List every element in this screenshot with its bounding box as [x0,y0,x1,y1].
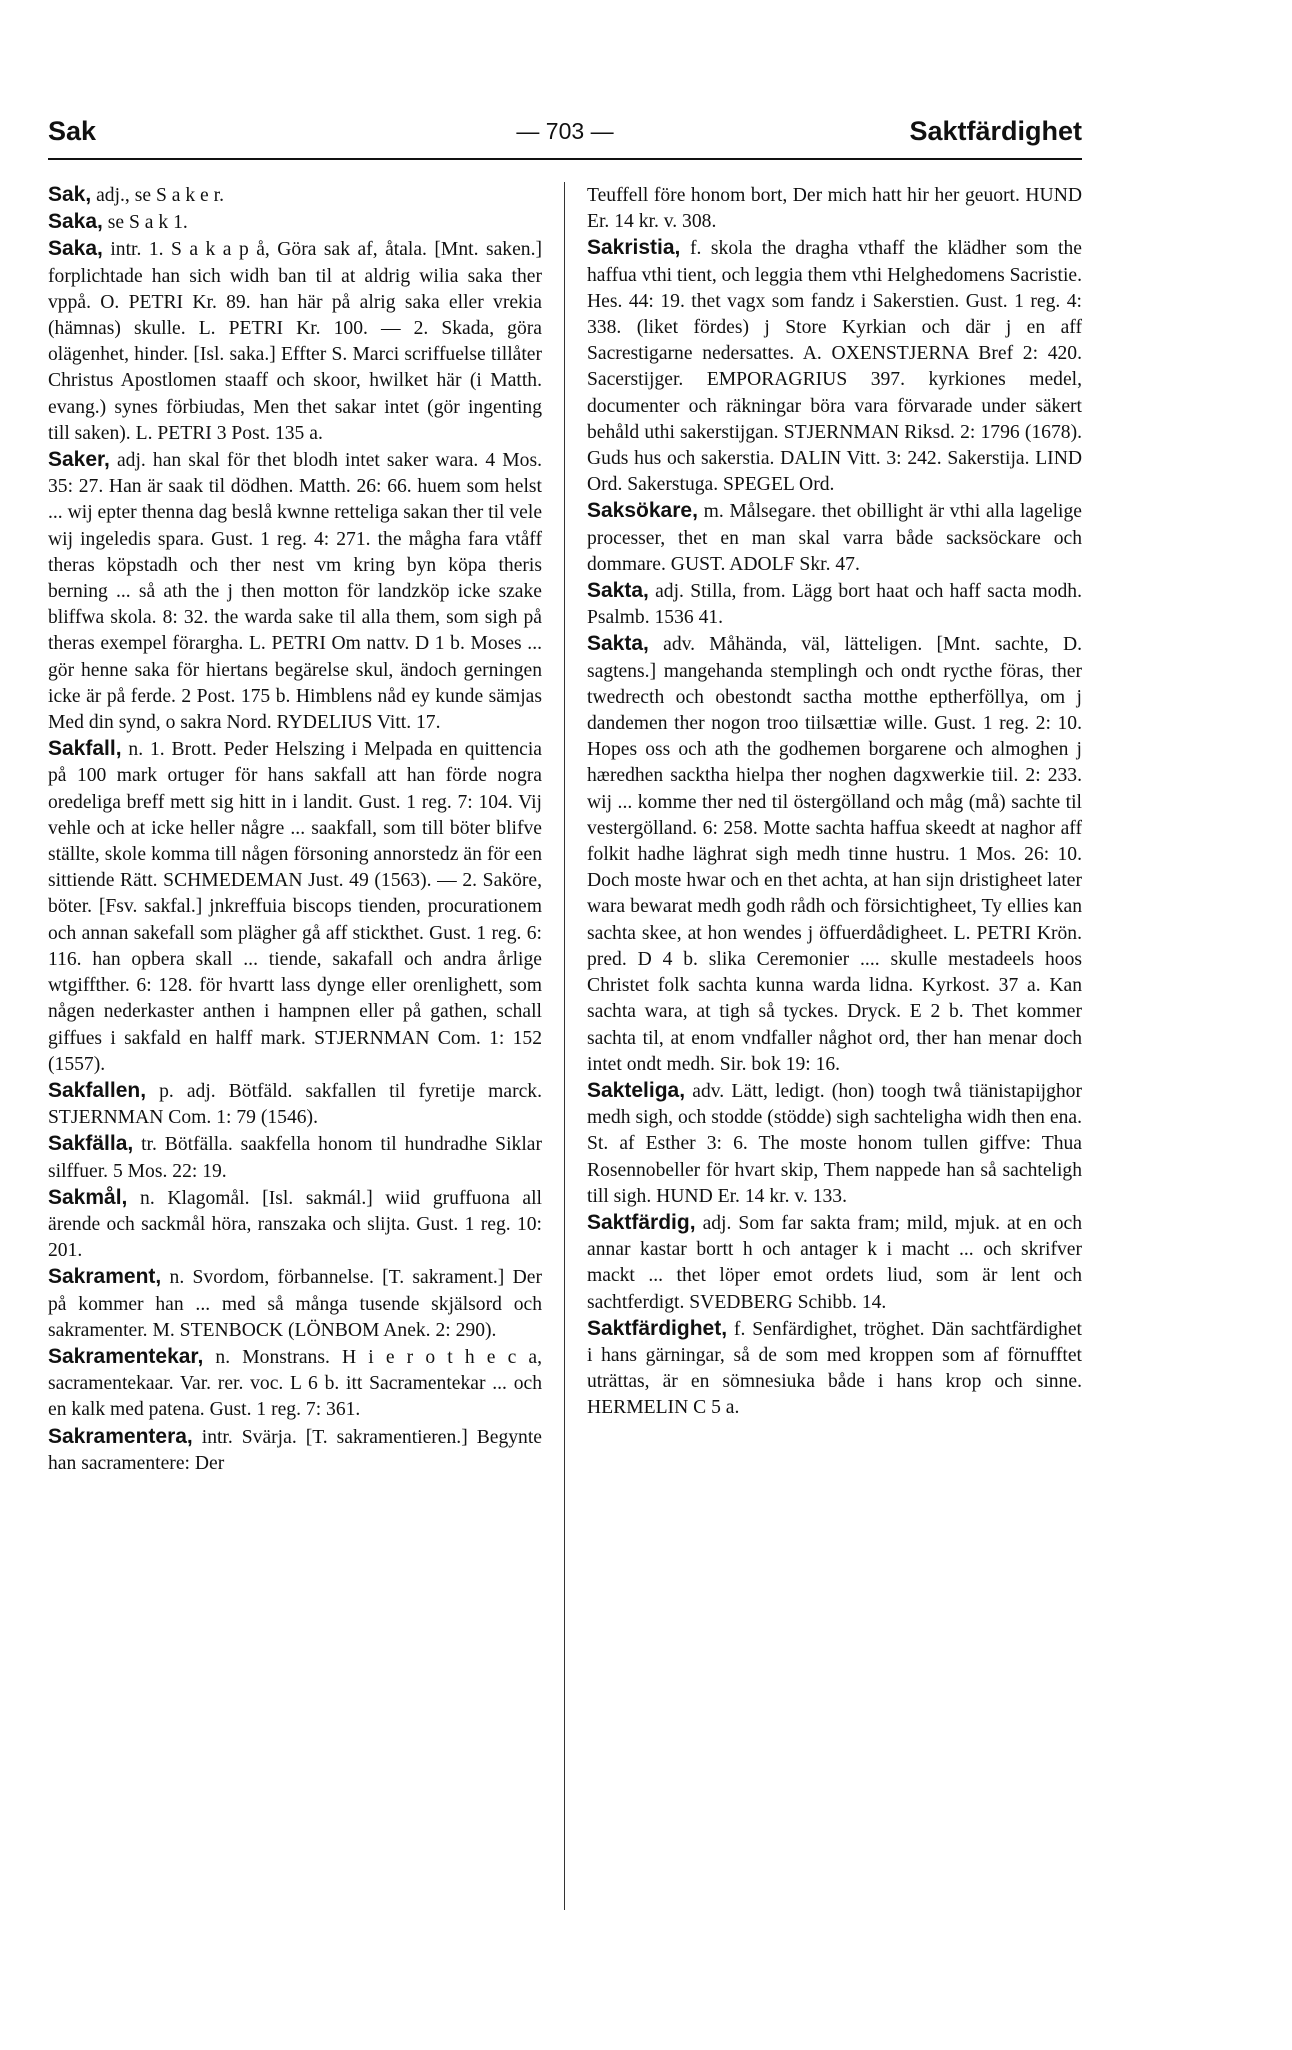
entry-headword: Saka, [48,237,103,261]
dictionary-entry [48,1185,542,1265]
running-head [48,113,1082,149]
dictionary-entry [587,1316,1082,1422]
entry-headword: Saktfärdig, [587,1210,696,1234]
entry-headword: Sakta, [587,579,649,603]
entry-text: adv. Lätt, ledigt. (hon) toogh twå tiänistapijghor medh sigh, och stodde (stödde) sigh sachteligha widh then ena. St. af Esther 3: 6. The moste honom tullen giffve: Thua Rosennobeller för hvart skip, Them nappede han så sachteligh till sigh. HUND Er. 14 kr. v. 133. [587,1080,1082,1207]
entry-headword: Sakmål, [48,1185,128,1209]
dictionary-entry [48,447,542,736]
entry-text: adv. Måhända, väl, lätteligen. [Mnt. sachte, D. sagtens.] mangehanda stemplingh och ondt rycthe föras, ther twedrecth och obestondt sactha motthe eptherföllya, om j dandemen ther nogon troo tiilsættiæ wille. Gust. 1 reg. 2: 10. Hopes oss och ath the godhemen borgarene och almoghen j hæredhen sacktha hielpa ther noghen dagxwerkie tiil. 2: 233. wij ... komme ther ned til östergölland och måg (må) sachte til vestergölland. 6: 258. Motte sachta haffua skeedt at naghor aff folkit hadhe läghrat sigh medh tinne hustru. 1 Mos. 26: 10. Doch moste hwar och en thet achta, at han sijn dristigheet later wara bewarat medh godh rådh och försichtigheet, Ty ellies kan sachta skee, at hon wendes j öffuerdådigheet. L. PETRI Krön. pred. D 4 b. slika Ceremonier .... skulle mestadeels hoos Christet folk sachta kunna warda lidna. Kyrkost. 37 a. Kan sachta wara, at tigh så tyckes. Dryck. E 2 b. Thet kommer sachta til, at enom vndfaller någhot ord, ther han menar doch intet ondt medh. Sir. bok 19: 16. [587,634,1082,1075]
entry-headword: Saka, [48,210,103,234]
left-column [48,182,565,1910]
entry-text: n. Klagomål. [Isl. sakmál.] wiid gruffuona all ärende och sackmål höra, ranszaka och slijta. Gust. 1 reg. 10: 201. [48,1187,542,1262]
right-column [565,182,1082,1910]
entry-text: Teuffell före honom bort, Der mich hatt hir her geuort. HUND Er. 14 kr. v. 308. [587,185,1082,233]
text-columns [48,182,1082,1910]
entry-headword: Sak, [48,183,92,206]
entry-headword: Sakfallen, [48,1078,147,1102]
entry-headword: Sakramentera, [48,1424,193,1448]
dictionary-entry [48,182,542,209]
entry-text: se S a k 1. [102,212,188,234]
dictionary-entry [587,1078,1082,1210]
entry-headword: Sakteliga, [587,1078,686,1102]
entry-text: adj., se S a k e r. [91,185,224,206]
dictionary-entry [587,578,1082,631]
dictionary-entry [48,736,542,1078]
entry-text: m. Målsegare. thet obillight är vthi alla lagelige processer, thet en man skal varra både sacksöckare och dommare. GUST. ADOLF Skr. 47. [587,501,1082,575]
entry-text: f. skola the dragha vthaff the klädher som the haffua vthi tient, och leggia them vthi Helghedomens Sacristie. Hes. 44: 19. thet vagx som fandz i Sakerstien. Gust. 1 reg. 4: 338. (liket fördes) j Store Kyrkian och där j en aff Sacrestigarne nedersattes. A. OXENSTJERNA Bref 2: 420. Sacerstijger. EMPORAGRIUS 397. kyrkiones medel, documenter och räkningar böra vara förvarade under säkert behåld uthi sakerstijgan. STJERNMAN Riksd. 2: 1796 (1678). Guds hus och sakerstia. DALIN Vitt. 3: 242. Sakerstija. LIND Ord. Sakerstuga. SPEGEL Ord. [587,238,1082,496]
dictionary-entry [587,631,1082,1077]
entry-text: intr. 1. S a k a p å, Göra sak af, åtala. [Mnt. saken.] forplichtade han sich widh ban til at aldrig wilia saka ther vppå. O. PETRI Kr. 89. han här på alrig saka eller vrekia (hämnas) skulle. L. PETRI Kr. 100. — 2. Skada, göra olägenhet, hinder. [Isl. saka.] Effter S. Marci scriffuelse tillåter Christus Apostlomen staaff och skoor, hwilket här (i Matth. evang.) synes förbiudas, Men thet sakar intet (gör ingenting till saken). L. PETRI 3 Post. 135 a. [48,239,542,444]
entry-text: tr. Bötfälla. saakfella honom til hundradhe Siklar silffuer. 5 Mos. 22: 19. [48,1134,542,1182]
first-headword-guide: Sak [48,115,97,146]
dictionary-entry [587,235,1082,498]
entry-text: n. Monstrans. H i e r o t h e c a, sacramentekaar. Var. rer. voc. L 6 b. itt Sacramentekar ... och en kalk med patena. Gust. 1 reg. 7: 361. [48,1346,542,1421]
dictionary-entry [587,498,1082,578]
entry-headword: Sakfälla, [48,1132,134,1156]
dictionary-entry [48,236,542,447]
entry-headword: Saktfärdighet, [587,1316,728,1340]
last-headword-guide: Saktfärdighet [909,115,1082,146]
page-number: — 703 — [516,117,614,144]
entry-text: n. 1. Brott. Peder Helszing i Melpada en quittencia på 100 mark ortuger för hans sakfall att han förde nogra oredeliga breff mett sig hitt in i landit. Gust. 1 reg. 7: 104. Vij vehle och at icke heller någre ... saakfall, som till böter blifve ställte, skole komma till någen försoning annorstedz än för een sittiende Rätt. SCHMEDEMAN Just. 49 (1563). — 2. Saköre, böter. [Fsv. sakfal.] jnkreffuia biscops tienden, procurationem och annan sakefall som plägher gå aff stickthet. Gust. 1 reg. 6: 116. han opbera skall ... tiende, sakafall och andra årlige wtgiffther. 6: 128. för hvartt lass dynge eller orenlighett, som någen nederkaster anthen i hampnen eller på gathen, schall giffues i sakfald en halff mark. STJERNMAN Com. 1: 152 (1557). [48,739,542,1075]
entry-text: adj. han skal för thet blodh intet saker wara. 4 Mos. 35: 27. Han är saak til dödhen. Matth. 26: 66. huem som helst ... wij epter thenna dag beslå kwnne retteliga sakan ther til vele wij ingeledis spara. Gust. 1 reg. 4: 271. the mågha fara vtåff theras köpstadh och ther nest vm kring byn köpa theris berning ... så ath the j then motton för landzköp icke szake bliffwa skola. 8: 32. the warda sake til alla them, som sigh på theras exempel förargha. L. PETRI Om nattv. D 1 b. Moses ... gör henne saka för hiertans begärelse skul, ändoch gerningen icke är på ferde. 2 Post. 175 b. Himblens nåd ey kunde sämjas Med din synd, o sakra Nord. RYDELIUS Vitt. 17. [48,450,543,734]
entry-headword: Sakristia, [587,236,681,260]
entry-headword: Saker, [48,448,110,472]
dictionary-entry [48,1264,542,1344]
header-rule [48,158,1082,160]
dictionary-entry [48,209,542,236]
dictionary-entry [587,1210,1082,1316]
entry-headword: Sakramentekar, [48,1344,204,1368]
entry-text: f. Senfärdighet, tröghet. Dän sachtfärdighet i hans gärningar, så de som med kroppen som af förnufftet uträttas, är en sömnesiuka både i hans krop och sinne. HERMELIN C 5 a. [587,1318,1082,1419]
dictionary-entry [48,1344,542,1424]
entry-headword: Saksökare, [587,499,698,523]
entry-text: adj. Som far sakta fram; mild, mjuk. at en och annar kastar bortt h och antager k i macht ... och skrifver mackt ... thet löper emot ordets liud, som är lent och sachtferdigt. SVEDBERG Schibb. 14. [587,1212,1082,1313]
entry-headword: Sakta, [587,632,649,656]
dictionary-entry [587,182,1082,235]
dictionary-entry [48,1078,542,1131]
entry-headword: Sakrament, [48,1265,162,1289]
entry-text: n. Svordom, förbannelse. [T. sakrament.] Der på kommer han ... med så många tusende skjälsord och sakramenter. M. STENBOCK (LÖNBOM Anek. 2: 290). [48,1267,542,1341]
dictionary-entry [48,1424,542,1477]
entry-text: intr. Svärja. [T. sakramentieren.] Begynte han sacramentere: Der [48,1426,542,1474]
entry-text: p. adj. Bötfäld. sakfallen til fyretije marck. STJERNMAN Com. 1: 79 (1546). [48,1080,542,1129]
entry-headword: Sakfall, [48,737,122,761]
entry-text: adj. Stilla, from. Lägg bort haat och haff sacta modh. Psalmb. 1536 41. [587,581,1082,629]
dictionary-entry [48,1131,542,1184]
